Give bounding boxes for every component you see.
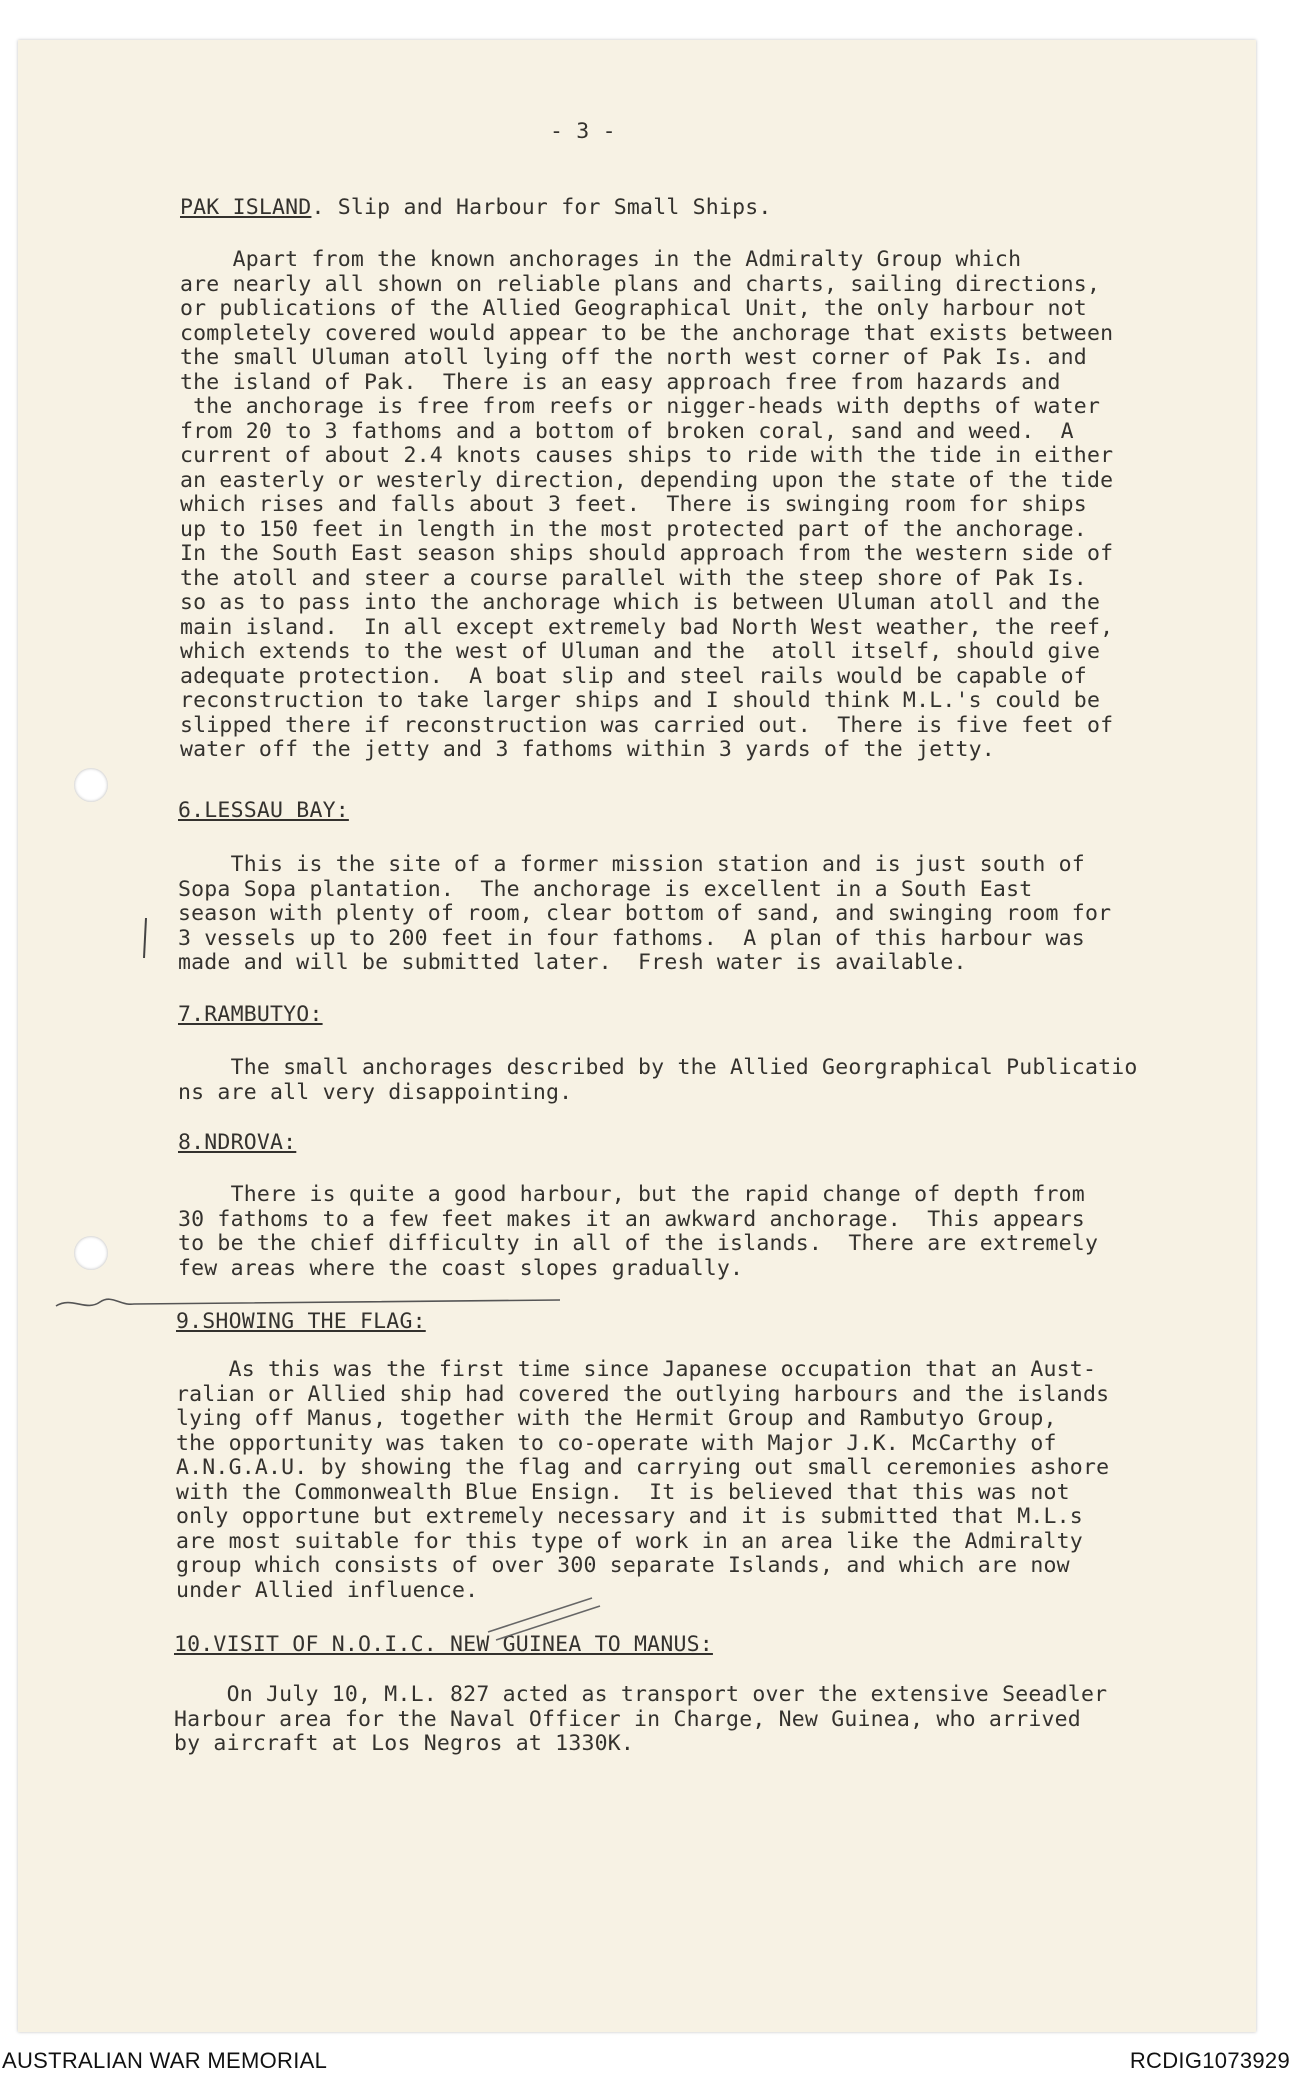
text-line: the atoll and steer a course parallel with the steep shore of Pak Is. xyxy=(180,565,1087,591)
text-line: which extends to the west of Uluman and the atoll itself, should give xyxy=(180,639,1101,664)
text-line: current of about 2.4 knots causes ships to ride with the tide in either xyxy=(180,443,1114,468)
text-line: from 20 to 3 fathoms and a bottom of broken coral, sand and weed. A xyxy=(180,418,1074,444)
text-line: by aircraft at Los Negros at 1330K. xyxy=(174,1731,635,1756)
section-heading-showing-the-flag: 9.SHOWING THE FLAG: xyxy=(176,1309,426,1334)
text-line: or publications of the Allied Geographical Unit, the only harbour not xyxy=(180,296,1087,321)
margin-pencil-line xyxy=(144,918,146,958)
text-line: which rises and falls about 3 feet. There is swinging room for ships xyxy=(180,492,1087,517)
footer-archive-name: AUSTRALIAN WAR MEMORIAL xyxy=(2,2048,328,2073)
text-line: Harbour area for the Naval Officer in Charge, New Guinea, who arrived xyxy=(174,1706,1081,1732)
text-line: ns are all very disappointing. xyxy=(178,1079,573,1105)
text-line: the island of Pak. There is an easy approach free from hazards and xyxy=(180,369,1061,395)
text-line: water off the jetty and 3 fathoms within 3 yards of the jetty. xyxy=(180,737,995,762)
text-line: lying off Manus, together with the Hermit Group and Rambutyo Group, xyxy=(176,1406,1057,1431)
text-line: to be the chief difficulty in all of the islands. There are extremely xyxy=(178,1231,1099,1256)
text-line: 3 vessels up to 200 feet in four fathoms. A plan of this harbour was xyxy=(178,925,1085,951)
heading-underlined-text: PAK ISLAND xyxy=(180,195,312,220)
text-line: On July 10, M.L. 827 acted as transport over the extensive Seeadler xyxy=(174,1682,1108,1707)
text-line: reconstruction to take larger ships and I should think M.L.'s could be xyxy=(180,688,1101,713)
text-line: the small Uluman atoll lying off the north west corner of Pak Is. and xyxy=(180,345,1087,370)
text-line: the opportunity was taken to co-operate with Major J.K. McCarthy of xyxy=(176,1430,1057,1456)
text-line: This is the site of a former mission station and is just south of xyxy=(178,852,1085,877)
text-line: In the South East season ships should approach from the western side of xyxy=(180,541,1114,566)
text-line: adequate protection. A boat slip and steel rails would be capable of xyxy=(180,663,1087,689)
text-line: the anchorage is free from reefs or nigger-heads with depths of water xyxy=(180,394,1101,419)
section-heading-rambutyo: 7.RAMBUTYO: xyxy=(178,1002,323,1027)
text-line: main island. In all except extremely bad North West weather, the reef, xyxy=(180,614,1114,640)
text-line: only opportune but extremely necessary and it is submitted that M.L.s xyxy=(176,1504,1083,1529)
footer-record-id: RCDIG1073929 xyxy=(1129,2048,1290,2073)
text-line: The small anchorages described by the Allied Georgraphical Publicatio xyxy=(178,1055,1138,1080)
text-line: under Allied influence. xyxy=(176,1577,479,1603)
text-line: completely covered would appear to be the anchorage that exists between xyxy=(180,320,1114,346)
section-heading-visit-noic: 10.VISIT OF N.O.I.C. NEW GUINEA TO MANUS: xyxy=(174,1632,713,1657)
text-line: slipped there if reconstruction was carried out. There is five feet of xyxy=(180,712,1114,738)
text-line: an easterly or westerly direction, depending upon the state of the tide xyxy=(180,467,1114,493)
text-line: There is quite a good harbour, but the rapid change of depth from xyxy=(178,1182,1085,1207)
text-line: Apart from the known anchorages in the Admiralty Group which xyxy=(180,247,1022,272)
text-line: few areas where the coast slopes gradually. xyxy=(178,1255,744,1281)
text-line: As this was the first time since Japanese occupation that an Aust- xyxy=(176,1357,1097,1382)
pencil-squiggle xyxy=(56,1299,560,1306)
page-number: - 3 - xyxy=(550,119,616,144)
section-heading-ndrova: 8.NDROVA: xyxy=(178,1130,297,1155)
pencil-stroke xyxy=(488,1598,592,1632)
text-line: Sopa Sopa plantation. The anchorage is excellent in a South East xyxy=(178,876,1033,902)
text-line: are most suitable for this type of work in an area like the Admiralty xyxy=(176,1528,1083,1554)
text-line: ralian or Allied ship had covered the outlying harbours and the islands xyxy=(176,1381,1110,1407)
text-line: 30 fathoms to a few feet makes it an awkward anchorage. This appears xyxy=(178,1206,1085,1232)
text-line: A.N.G.A.U. by showing the flag and carrying out small ceremonies ashore xyxy=(176,1455,1110,1480)
text-line: with the Commonwealth Blue Ensign. It is believed that this was not xyxy=(176,1479,1070,1505)
text-line: made and will be submitted later. Fresh water is available. xyxy=(178,950,967,975)
heading-subtitle-text: . Slip and Harbour for Small Ships. xyxy=(311,195,772,220)
text-line: up to 150 feet in length in the most protected part of the anchorage. xyxy=(180,516,1087,542)
text-line: so as to pass into the anchorage which is between Uluman atoll and the xyxy=(180,590,1101,615)
text-line: group which consists of over 300 separate Islands, and which are now xyxy=(176,1553,1070,1578)
pencil-stroke xyxy=(496,1606,600,1640)
text-line: are nearly all shown on reliable plans and charts, sailing directions, xyxy=(180,271,1101,297)
section-heading-lessau-bay: 6.LESSAU BAY: xyxy=(178,798,349,823)
text-line: season with plenty of room, clear bottom of sand, and swinging room for xyxy=(178,901,1112,926)
